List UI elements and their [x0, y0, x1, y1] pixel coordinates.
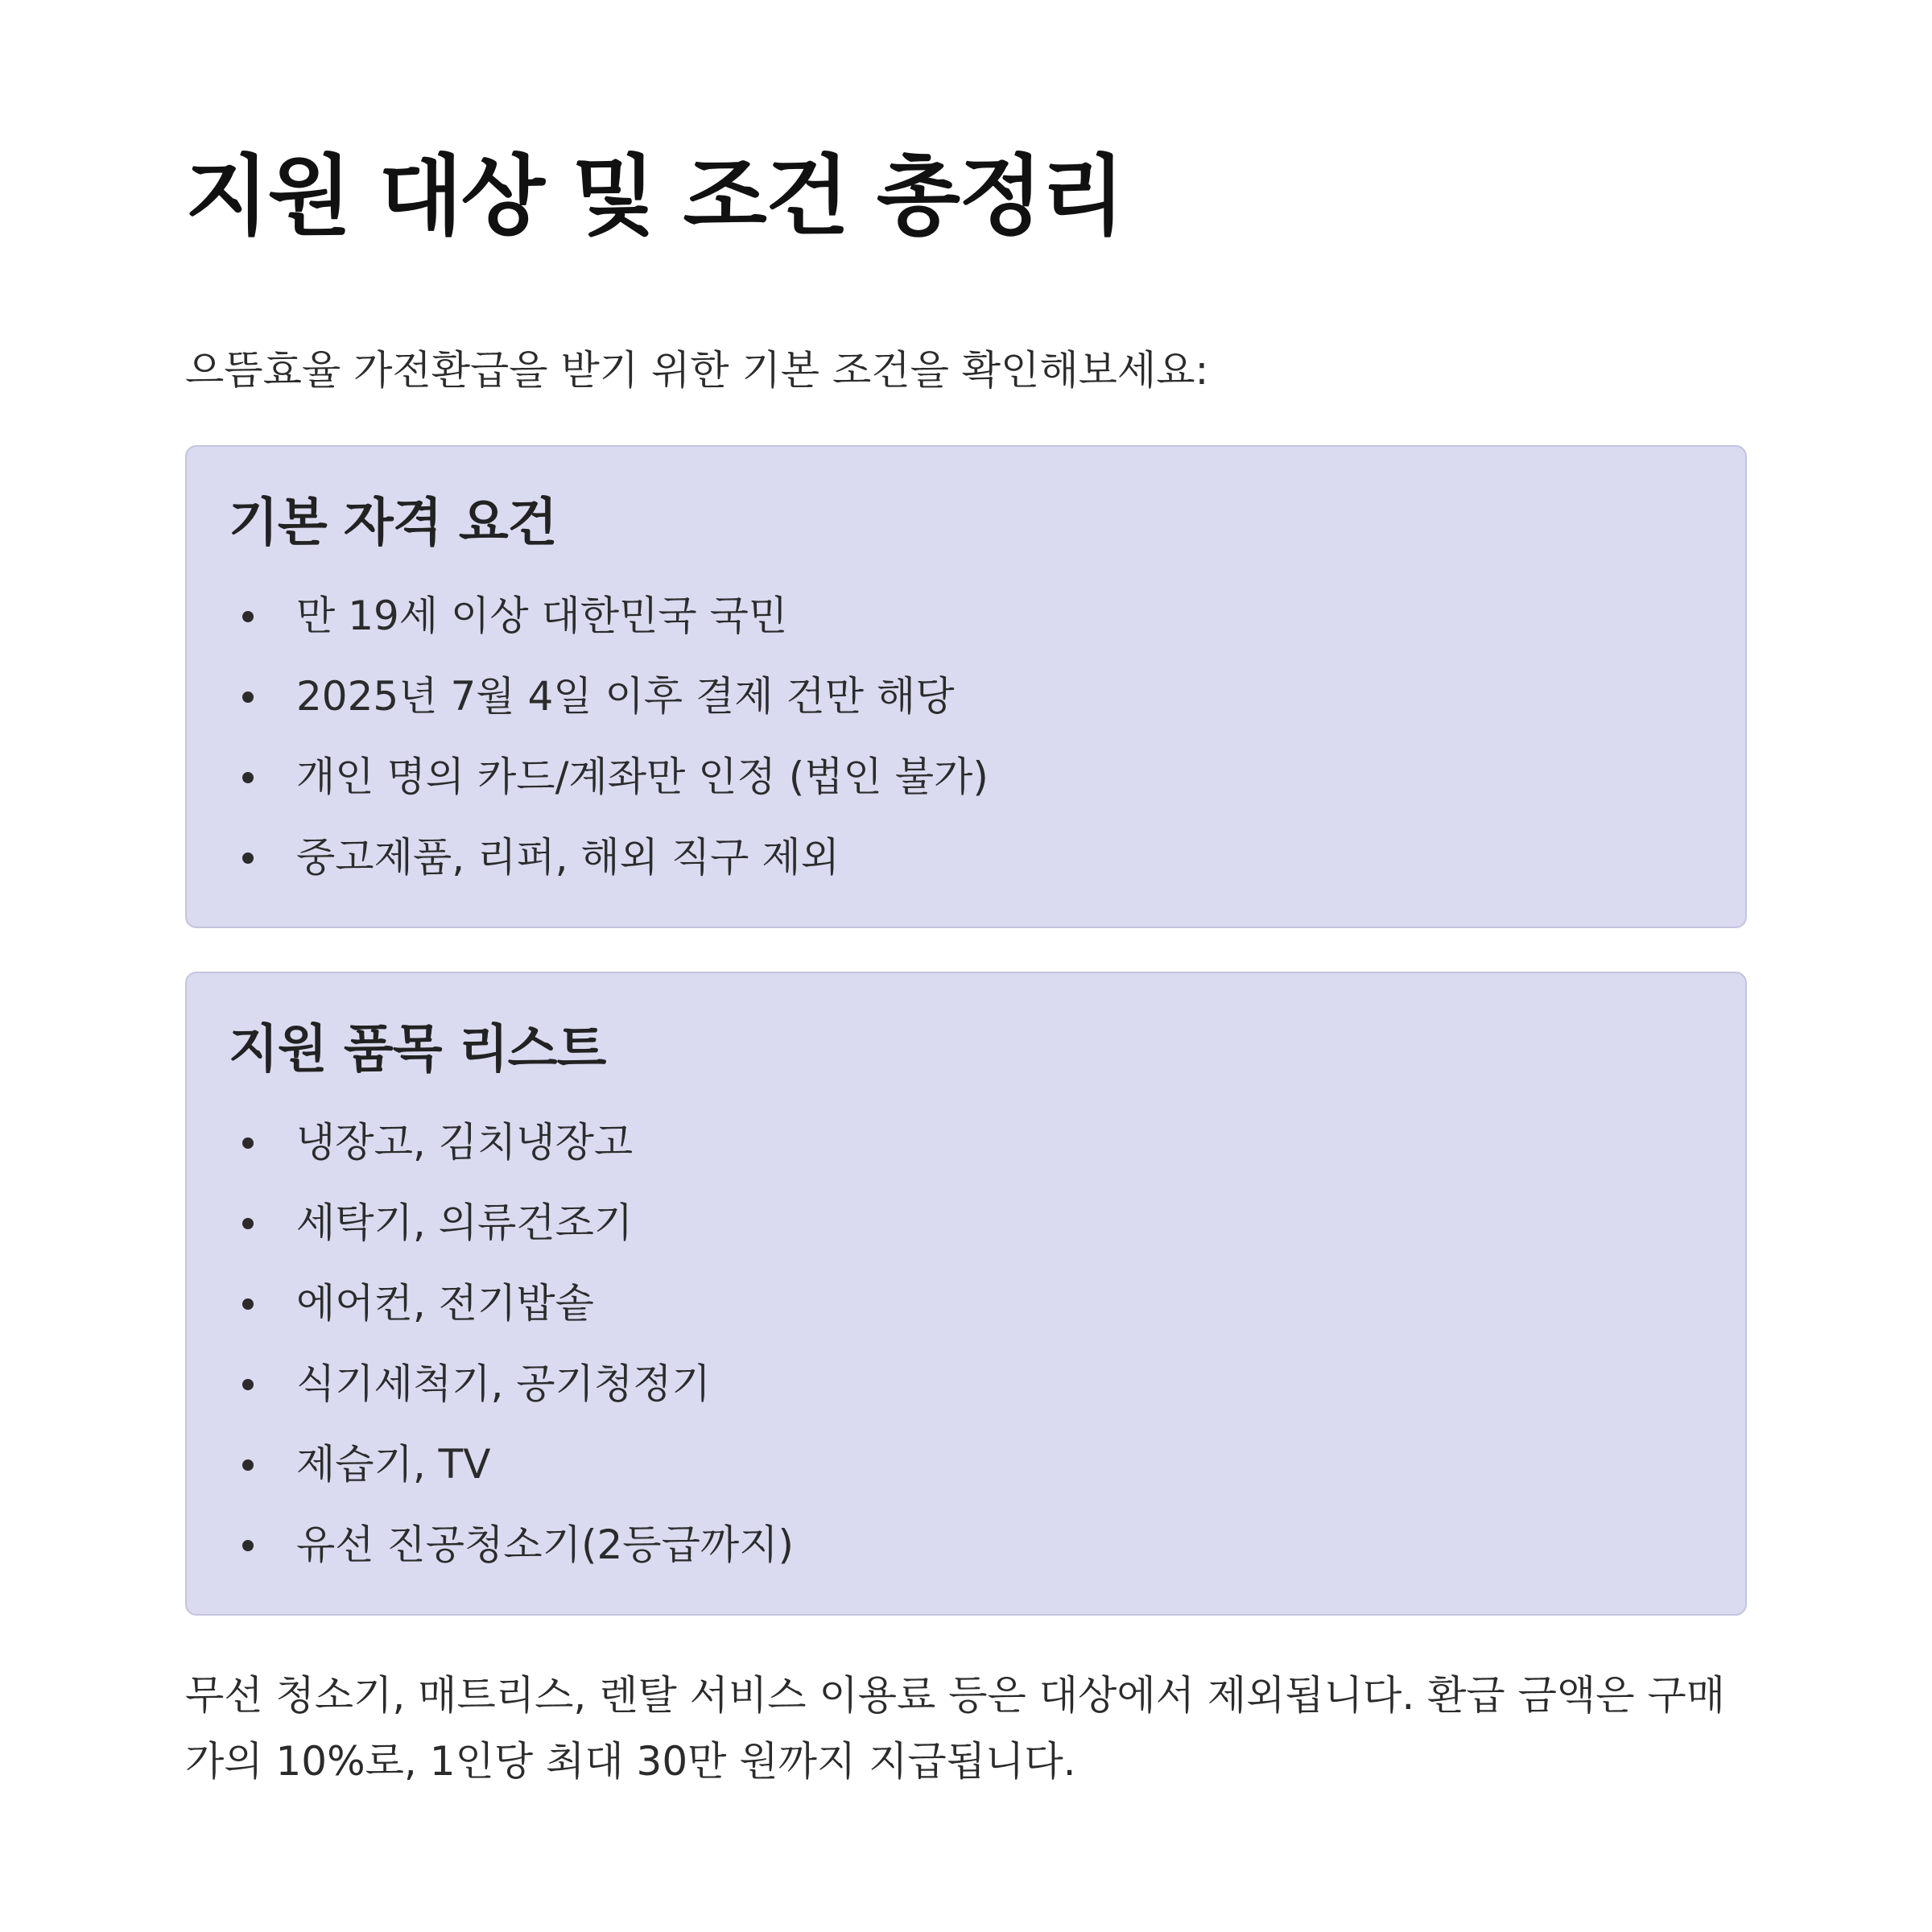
list-item — [229, 1505, 1703, 1585]
list-item — [229, 656, 1703, 737]
page-title: 지원 대상 및 조건 총정리 — [185, 147, 1124, 247]
list-item-text: 중고제품, 리퍼, 해외 직구 제외 — [296, 834, 840, 881]
list-item-text: 제습기, TV — [296, 1441, 491, 1488]
list-item-text: 2025년 7월 4일 이후 결제 건만 해당 — [296, 673, 955, 720]
products-list — [229, 1102, 1703, 1585]
bullet-icon — [242, 1298, 254, 1310]
intro-text: 으뜸효율 가전환급을 받기 위한 기본 조건을 확인해보세요: — [185, 347, 1209, 394]
list-item — [229, 1344, 1703, 1424]
eligibility-list — [229, 576, 1703, 898]
bullet-icon — [242, 1379, 254, 1390]
bullet-icon — [242, 852, 254, 864]
list-item — [229, 1263, 1703, 1344]
eligibility-heading: 기본 자격 요건 — [229, 493, 557, 553]
list-item — [229, 1102, 1703, 1183]
products-heading: 지원 품목 리스트 — [229, 1020, 606, 1080]
list-item-text: 개인 명의 카드/계좌만 인정 (법인 불가) — [296, 753, 989, 800]
list-item-text: 유선 진공청소기(2등급까지) — [296, 1521, 795, 1568]
bullet-icon — [242, 1137, 254, 1149]
list-item-text: 냉장고, 김치냉장고 — [296, 1119, 634, 1166]
list-item — [229, 737, 1703, 817]
products-card — [185, 972, 1747, 1616]
list-item — [229, 817, 1703, 898]
list-item — [229, 1424, 1703, 1505]
bullet-icon — [242, 1459, 254, 1471]
eligibility-card — [185, 445, 1747, 928]
list-item-text: 세탁기, 의류건조기 — [296, 1199, 634, 1246]
list-item-text: 만 19세 이상 대한민국 국민 — [296, 592, 788, 639]
bullet-icon — [242, 772, 254, 783]
footer-note: 무선 청소기, 매트리스, 렌탈 서비스 이용료 등은 대상에서 제외됩니다. 환급 금액은 구매가의 10%로, 1인당 최대 30만 원까지 지급됩니다. — [185, 1672, 1726, 1785]
bullet-icon — [242, 1540, 254, 1551]
list-item — [229, 1183, 1703, 1263]
bullet-icon — [242, 691, 254, 703]
list-item — [229, 576, 1703, 656]
bullet-icon — [242, 611, 254, 622]
list-item-text: 식기세척기, 공기청정기 — [296, 1360, 711, 1407]
bullet-icon — [242, 1218, 254, 1229]
list-item-text: 에어컨, 전기밥솥 — [296, 1280, 594, 1327]
